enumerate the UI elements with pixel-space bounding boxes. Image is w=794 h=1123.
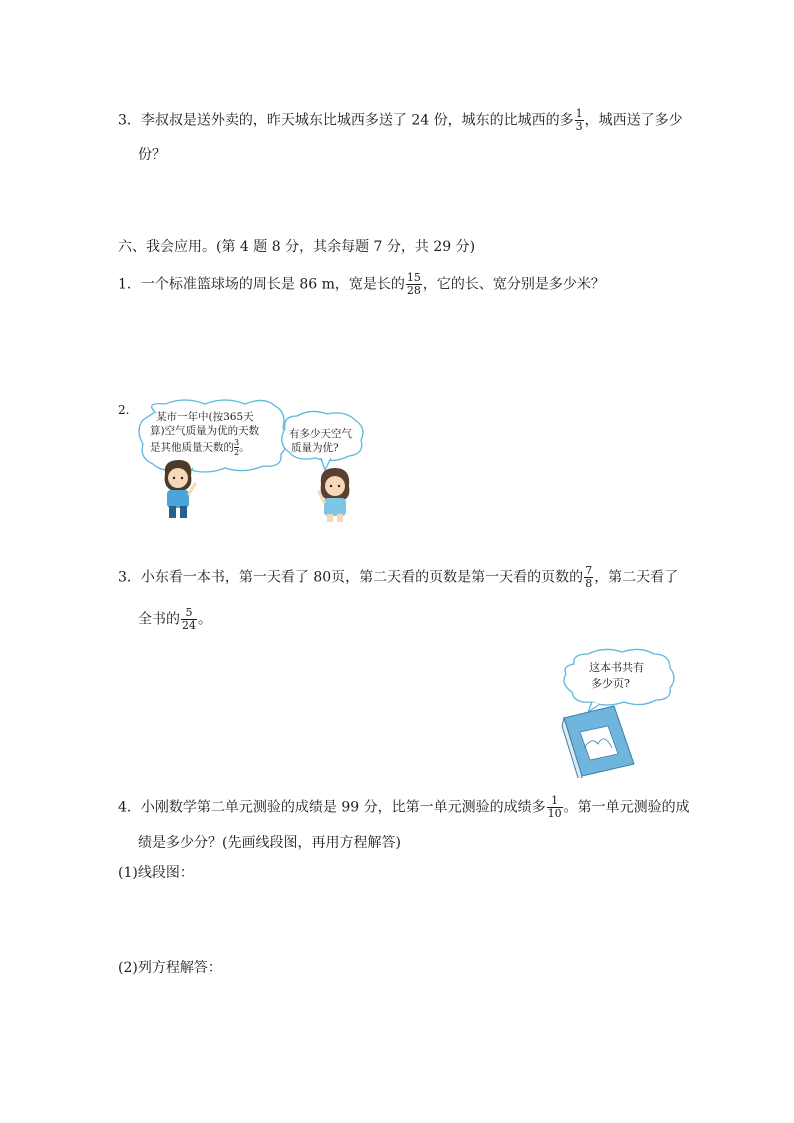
bubble-line [150,438,259,457]
problem-1 [118,272,605,297]
fraction-numerator: 15 [406,271,421,284]
girl-figure [319,468,349,522]
problem-4-line-1 [118,795,690,820]
fraction [406,272,422,297]
bubble-line: 算)空气质量为优的天数 [150,425,260,437]
bubble-line: 有多少天空气 [289,428,352,440]
fraction-denominator: 2 [234,448,240,457]
problem-text: ，城西送了多少 [584,112,683,129]
problem-text: ，第二天看了 [594,569,679,586]
fraction-numerator: 7 [585,564,593,577]
bubble-line-end: 。 [239,441,250,454]
problem-text: 一个标准篮球场的周长是 86 m，宽是长的 [140,276,405,293]
fraction [575,108,584,133]
fraction-numerator: 5 [181,607,197,620]
fraction-numerator: 3 [234,438,240,447]
problem-4-part-2: (2)列方程解答： [118,960,222,976]
fraction-denominator: 24 [182,619,196,632]
problem-number: 4． [118,799,141,816]
problem-3-line-2 [138,607,212,632]
fraction-numerator: 1 [575,107,583,120]
fraction [584,565,593,590]
problem-4-part-1: (1)线段图： [118,865,194,881]
bubble-line: 多少页? [591,677,630,690]
fraction-denominator: 28 [406,284,421,297]
problem-number: 3． [118,112,141,129]
fraction-numerator: 1 [547,795,563,808]
bubble-line: 这本书共有 [589,661,644,674]
problem-number: 1． [118,276,141,293]
book-bubble-text [589,660,644,692]
problem-text: ，它的长、宽分别是多少米？ [422,276,605,293]
section-heading: 六、我会应用。(第 4 题 8 分，其余每题 7 分，共 29 分) [118,239,476,255]
problem-5-3-line-1 [118,108,683,133]
fraction-denominator: 10 [547,807,562,820]
problem-text: 份？ [138,147,166,163]
girl-bubble-text [289,427,352,455]
fraction [547,795,563,820]
problem-text: 小刚数学第二单元测验的成绩是 99 分，比第一单元测验的成绩多 [140,799,546,816]
problem-number: 3． [118,569,141,586]
problem-4-line-2: 绩是多少分？(先画线段图，再用方程解答) [138,835,401,851]
problem-text: 李叔叔是送外卖的，昨天城东比城西多送了 24 份，城东的比城西的多 [140,112,574,129]
problem-text: 。 [198,611,212,628]
bubble-line: 某市一年中(按365天 [156,411,254,423]
problem-3-line-1 [118,565,678,590]
bubble-line: 质量为优? [291,442,339,454]
fraction [181,607,197,632]
problem-5-3-line-2 [138,145,166,165]
fraction-denominator: 3 [575,120,583,133]
problem-text: 。第一单元测验的成 [563,799,690,816]
boy-bubble-text [150,410,259,457]
problem-text: 小东看一本书，第一天看了 80页，第二天看的页数是第一天看的页数的 [140,569,584,586]
fraction-denominator: 8 [585,577,593,590]
girl-bubble-tail [321,458,331,470]
problem-text: 全书的 [138,611,180,628]
boy-figure [165,460,195,518]
problem-number: 2. [118,403,130,417]
bubble-line-text: 是其他质量天数的 [150,441,234,454]
book-icon [562,706,634,778]
